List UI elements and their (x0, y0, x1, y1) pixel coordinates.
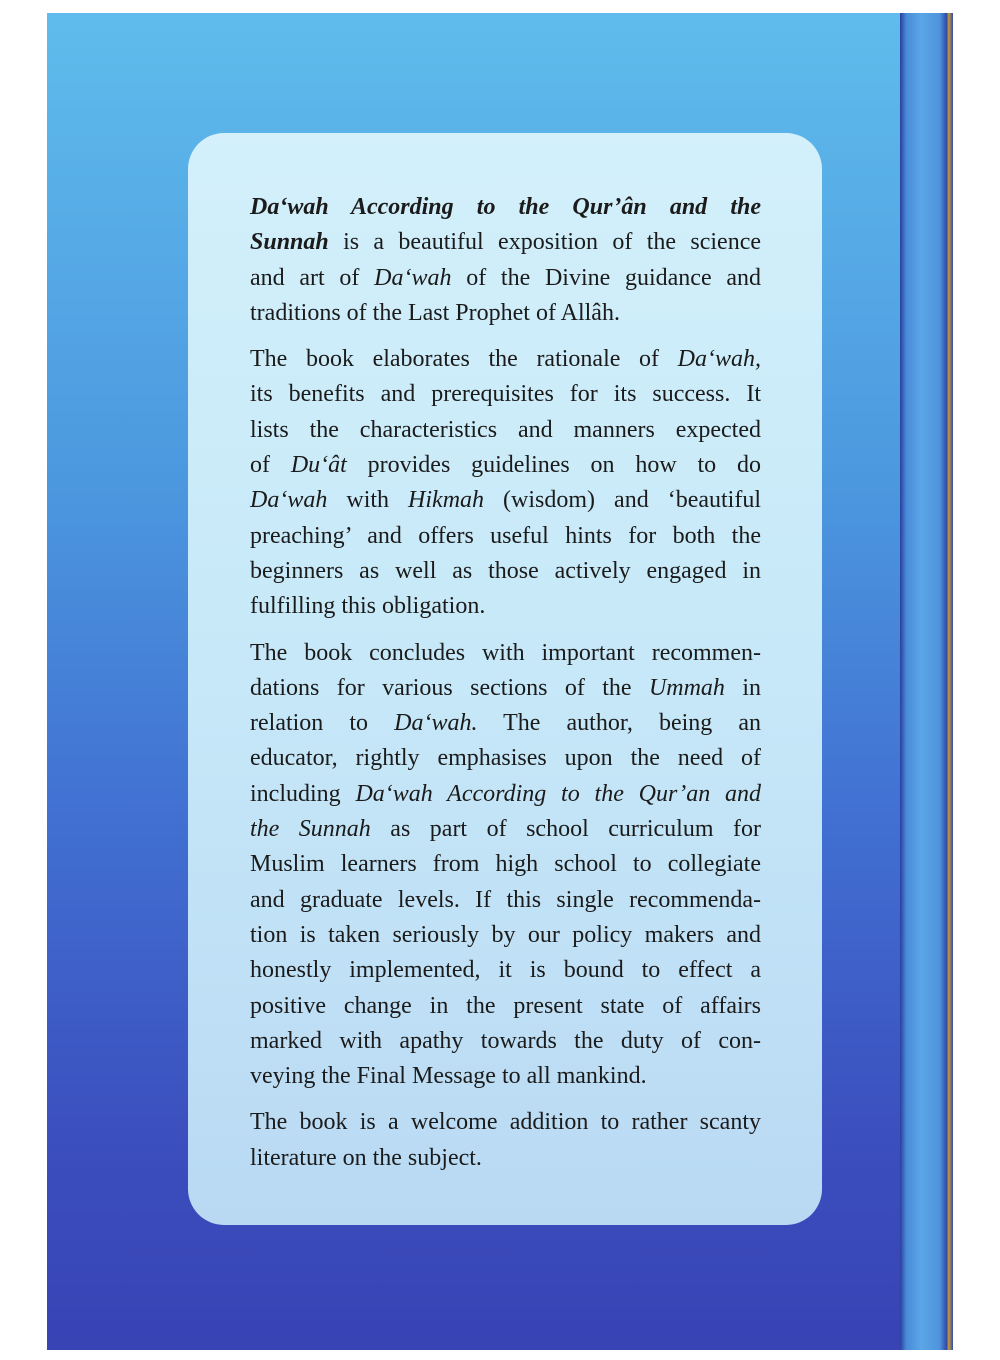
text-segment: and graduate levels. If this single recommenda- (250, 886, 761, 913)
text-segment: is a beautiful exposition of the science (328, 229, 761, 256)
text-line (250, 1024, 761, 1059)
emphasized-text: Da‘wah (250, 487, 328, 514)
emphasized-text: Da‘wah, (677, 346, 761, 373)
text-line (250, 671, 761, 706)
text-line (250, 1141, 761, 1176)
text-segment: Muslim learners from high school to collegiate (250, 851, 761, 878)
book-spine (900, 13, 953, 1350)
text-line (250, 847, 761, 882)
text-segment: including (250, 780, 356, 807)
text-segment: of the Divine guidance and (451, 264, 761, 291)
text-line (250, 777, 761, 812)
text-segment: with (327, 487, 409, 514)
text-segment: positive change in the present state of affairs (250, 992, 761, 1019)
blurb-text (250, 190, 761, 1187)
emphasized-text: Hikmah (408, 487, 485, 514)
blurb-paragraph (250, 190, 761, 331)
text-line (250, 953, 761, 988)
emphasized-text: Ummah (648, 674, 725, 701)
text-segment: veying the Final Message to all mankind. (250, 1063, 647, 1090)
text-segment: tion is taken seriously by our policy makers and (250, 921, 761, 948)
text-segment: (wisdom) and ‘beautiful (484, 487, 762, 514)
text-segment: of (250, 452, 291, 479)
text-segment: lists the characteristics and manners expected (250, 416, 761, 443)
text-segment: traditions of the Last Prophet of Allâh. (250, 299, 620, 326)
blurb-paragraph (250, 342, 761, 624)
text-segment: marked with apathy towards the duty of con- (250, 1027, 761, 1054)
text-segment: relation to (250, 710, 395, 737)
emphasized-text: Du‘ât (290, 452, 347, 479)
emphasized-text: Da‘wah According to the Qur’ân and the (250, 194, 761, 220)
emphasized-text: Sunnah (250, 229, 329, 256)
text-line (250, 918, 761, 953)
blurb-paragraph (250, 636, 761, 1095)
emphasized-text: Da‘wah (374, 264, 452, 291)
text-line (250, 377, 761, 412)
text-segment: provides guidelines on how to do (346, 452, 761, 479)
text-line (250, 706, 761, 741)
text-segment: The author, being an (477, 710, 762, 737)
text-line (250, 483, 761, 518)
text-segment: and art of (250, 264, 375, 291)
text-line (250, 989, 761, 1024)
text-line (250, 448, 761, 483)
text-segment: in (724, 674, 761, 701)
text-line (250, 296, 761, 331)
text-segment: The book concludes with important recommen- (250, 639, 761, 666)
emphasized-text: Da‘wah. (394, 710, 478, 737)
text-line (250, 589, 761, 624)
text-line (250, 342, 761, 377)
text-line (250, 636, 761, 671)
text-segment: literature on the subject. (250, 1144, 482, 1171)
text-line (250, 519, 761, 554)
text-segment: beginners as well as those actively engaged in (250, 557, 761, 584)
text-line (250, 190, 761, 225)
text-line (250, 554, 761, 589)
text-line (250, 741, 761, 776)
text-line (250, 1105, 761, 1140)
text-segment: fulfilling this obligation. (250, 593, 486, 620)
text-line (250, 225, 761, 260)
text-segment: honestly implemented, it is bound to effect a (250, 957, 761, 984)
emphasized-text: the Sunnah (250, 816, 371, 843)
text-line (250, 413, 761, 448)
text-line (250, 261, 761, 296)
text-segment: its benefits and prerequisites for its success. It (250, 381, 761, 408)
text-segment: preaching’ and offers useful hints for both the (250, 522, 761, 549)
text-line (250, 812, 761, 847)
text-line (250, 883, 761, 918)
text-segment: The book elaborates the rationale of (250, 346, 678, 373)
text-segment: The book is a welcome addition to rather scanty (250, 1109, 761, 1136)
text-segment: educator, rightly emphasises upon the need of (250, 745, 761, 772)
text-segment: as part of school curriculum for (370, 816, 761, 843)
blurb-paragraph (250, 1105, 761, 1176)
text-segment: dations for various sections of the (250, 674, 649, 701)
emphasized-text: Da‘wah According to the Qur’an and (355, 780, 762, 807)
text-line (250, 1059, 761, 1094)
